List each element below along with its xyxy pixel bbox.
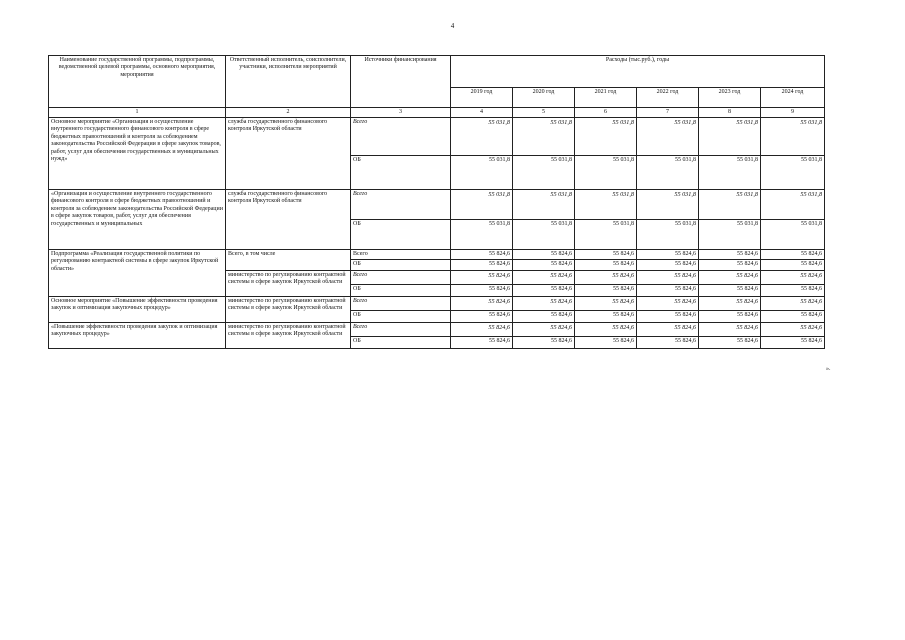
value-cell: 55 824,6 bbox=[451, 336, 513, 348]
page-number: 4 bbox=[450, 22, 455, 30]
value-cell: 55 031,8 bbox=[575, 190, 637, 220]
value-cell: 55 031,8 bbox=[699, 190, 761, 220]
source-cell: Всего bbox=[351, 322, 451, 336]
value-cell: 55 824,6 bbox=[637, 250, 699, 260]
source-cell: ОБ bbox=[351, 260, 451, 270]
header-year: 2023 год bbox=[699, 88, 761, 108]
value-cell: 55 824,6 bbox=[575, 296, 637, 310]
header-year: 2022 год bbox=[637, 88, 699, 108]
value-cell: 55 824,6 bbox=[761, 310, 825, 322]
program-name-cell: Основное мероприятие «Повышение эффективности проведения закупок и оптимизация закупочных процедур» bbox=[49, 296, 226, 322]
program-name-cell: «Повышение эффективности проведения закупок и оптимизация закупочных процедур» bbox=[49, 322, 226, 348]
value-cell: 55 824,6 bbox=[699, 296, 761, 310]
closing-quote-mark: ». bbox=[826, 366, 831, 372]
column-number: 4 bbox=[451, 108, 513, 118]
value-cell: 55 031,8 bbox=[513, 190, 575, 220]
value-cell: 55 824,6 bbox=[575, 260, 637, 270]
header-name: Наименование государственной программы, подпрограммы, ведомственной целевой программы, основного мероприятия, мероприятия bbox=[49, 56, 226, 108]
value-cell: 55 824,6 bbox=[637, 270, 699, 284]
source-cell: Всего bbox=[351, 250, 451, 260]
value-cell: 55 824,6 bbox=[761, 250, 825, 260]
column-number: 8 bbox=[699, 108, 761, 118]
executor-cell: министерство по регулированию контрактной системы в сфере закупок Иркутской области bbox=[226, 322, 351, 348]
table-row bbox=[49, 296, 825, 310]
executor-cell: служба государственного финансового контроля Иркутской области bbox=[226, 118, 351, 190]
value-cell: 55 824,6 bbox=[637, 322, 699, 336]
column-number-row bbox=[49, 108, 825, 118]
program-name-cell: Подпрограмма «Реализация государственной политики по регулированию контрактной системы в сфере закупок Иркутской области» bbox=[49, 250, 226, 297]
column-number: 3 bbox=[351, 108, 451, 118]
value-cell: 55 824,6 bbox=[637, 310, 699, 322]
value-cell: 55 031,8 bbox=[451, 118, 513, 156]
value-cell: 55 824,6 bbox=[451, 270, 513, 284]
value-cell: 55 824,6 bbox=[637, 284, 699, 296]
header-year: 2020 год bbox=[513, 88, 575, 108]
source-cell: ОБ bbox=[351, 310, 451, 322]
header-year: 2019 год bbox=[451, 88, 513, 108]
value-cell: 55 031,8 bbox=[699, 156, 761, 190]
value-cell: 55 824,6 bbox=[575, 250, 637, 260]
value-cell: 55 824,6 bbox=[513, 284, 575, 296]
value-cell: 55 824,6 bbox=[637, 296, 699, 310]
value-cell: 55 824,6 bbox=[575, 322, 637, 336]
column-number: 1 bbox=[49, 108, 226, 118]
program-name-cell: «Организация и осуществление внутреннего государственного финансового контроля в сфере бюджетных правоотношений и контроля за соблюдением законодательства Российской Федерации в сфере закупок товаров, работ, услуг для обеспечения государственных и муниципальных bbox=[49, 190, 226, 250]
column-number: 6 bbox=[575, 108, 637, 118]
executor-cell: министерство по регулированию контрактной системы в сфере закупок Иркутской области bbox=[226, 270, 351, 296]
value-cell: 55 031,8 bbox=[575, 118, 637, 156]
value-cell: 55 031,8 bbox=[513, 220, 575, 250]
value-cell: 55 031,8 bbox=[699, 220, 761, 250]
budget-table bbox=[48, 55, 825, 349]
header-year: 2024 год bbox=[761, 88, 825, 108]
value-cell: 55 824,6 bbox=[637, 336, 699, 348]
value-cell: 55 824,6 bbox=[513, 260, 575, 270]
table-row bbox=[49, 250, 825, 260]
value-cell: 55 031,8 bbox=[761, 220, 825, 250]
executor-cell: служба государственного финансового контроля Иркутской области bbox=[226, 190, 351, 250]
value-cell: 55 031,8 bbox=[761, 190, 825, 220]
value-cell: 55 031,8 bbox=[761, 156, 825, 190]
executor-cell: Всего, в том числе bbox=[226, 250, 351, 271]
source-cell: ОБ bbox=[351, 284, 451, 296]
source-cell: Всего bbox=[351, 118, 451, 156]
value-cell: 55 031,8 bbox=[761, 118, 825, 156]
value-cell: 55 031,8 bbox=[637, 190, 699, 220]
value-cell: 55 824,6 bbox=[575, 310, 637, 322]
value-cell: 55 824,6 bbox=[513, 270, 575, 284]
value-cell: 55 031,8 bbox=[451, 220, 513, 250]
value-cell: 55 031,8 bbox=[451, 156, 513, 190]
table-row bbox=[49, 322, 825, 336]
value-cell: 55 824,6 bbox=[699, 310, 761, 322]
value-cell: 55 824,6 bbox=[761, 260, 825, 270]
value-cell: 55 824,6 bbox=[451, 322, 513, 336]
value-cell: 55 824,6 bbox=[699, 260, 761, 270]
value-cell: 55 824,6 bbox=[513, 250, 575, 260]
value-cell: 55 031,8 bbox=[575, 220, 637, 250]
value-cell: 55 824,6 bbox=[761, 270, 825, 284]
value-cell: 55 824,6 bbox=[699, 322, 761, 336]
header-expenses: Расходы (тыс.руб.), годы bbox=[451, 56, 825, 88]
column-number: 5 bbox=[513, 108, 575, 118]
value-cell: 55 824,6 bbox=[761, 322, 825, 336]
value-cell: 55 824,6 bbox=[761, 336, 825, 348]
value-cell: 55 031,8 bbox=[513, 118, 575, 156]
value-cell: 55 824,6 bbox=[761, 284, 825, 296]
value-cell: 55 824,6 bbox=[451, 250, 513, 260]
source-cell: ОБ bbox=[351, 156, 451, 190]
value-cell: 55 824,6 bbox=[451, 260, 513, 270]
source-cell: ОБ bbox=[351, 336, 451, 348]
value-cell: 55 031,8 bbox=[637, 156, 699, 190]
value-cell: 55 824,6 bbox=[575, 270, 637, 284]
table-row bbox=[49, 118, 825, 156]
value-cell: 55 031,8 bbox=[699, 118, 761, 156]
value-cell: 55 824,6 bbox=[761, 296, 825, 310]
value-cell: 55 824,6 bbox=[699, 284, 761, 296]
value-cell: 55 031,8 bbox=[637, 220, 699, 250]
value-cell: 55 824,6 bbox=[637, 260, 699, 270]
executor-cell: министерство по регулированию контрактной системы в сфере закупок Иркутской области bbox=[226, 296, 351, 322]
value-cell: 55 824,6 bbox=[513, 310, 575, 322]
value-cell: 55 824,6 bbox=[699, 250, 761, 260]
value-cell: 55 824,6 bbox=[699, 336, 761, 348]
value-cell: 55 824,6 bbox=[513, 322, 575, 336]
value-cell: 55 824,6 bbox=[513, 336, 575, 348]
header-source: Источники финансирования bbox=[351, 56, 451, 108]
value-cell: 55 824,6 bbox=[699, 270, 761, 284]
header-executor: Ответственный исполнитель, соисполнители, участники, исполнители мероприятий bbox=[226, 56, 351, 108]
value-cell: 55 824,6 bbox=[451, 310, 513, 322]
header-year: 2021 год bbox=[575, 88, 637, 108]
value-cell: 55 824,6 bbox=[575, 284, 637, 296]
value-cell: 55 824,6 bbox=[451, 284, 513, 296]
value-cell: 55 824,6 bbox=[575, 336, 637, 348]
value-cell: 55 824,6 bbox=[513, 296, 575, 310]
column-number: 9 bbox=[761, 108, 825, 118]
value-cell: 55 031,8 bbox=[451, 190, 513, 220]
column-number: 2 bbox=[226, 108, 351, 118]
source-cell: Всего bbox=[351, 296, 451, 310]
value-cell: 55 031,8 bbox=[575, 156, 637, 190]
value-cell: 55 031,8 bbox=[513, 156, 575, 190]
source-cell: Всего bbox=[351, 270, 451, 284]
table-row bbox=[49, 190, 825, 220]
value-cell: 55 824,6 bbox=[451, 296, 513, 310]
program-name-cell: Основное мероприятие «Организация и осуществление внутреннего государственного финансового контроля в сфере бюджетных правоотношений и контроля за соблюдением законодательства Российской Федерации в сфере закупок товаров, работ, услуг для обеспечения государственных и муниципальных нужд» bbox=[49, 118, 226, 190]
value-cell: 55 031,8 bbox=[637, 118, 699, 156]
source-cell: ОБ bbox=[351, 220, 451, 250]
source-cell: Всего bbox=[351, 190, 451, 220]
column-number: 7 bbox=[637, 108, 699, 118]
